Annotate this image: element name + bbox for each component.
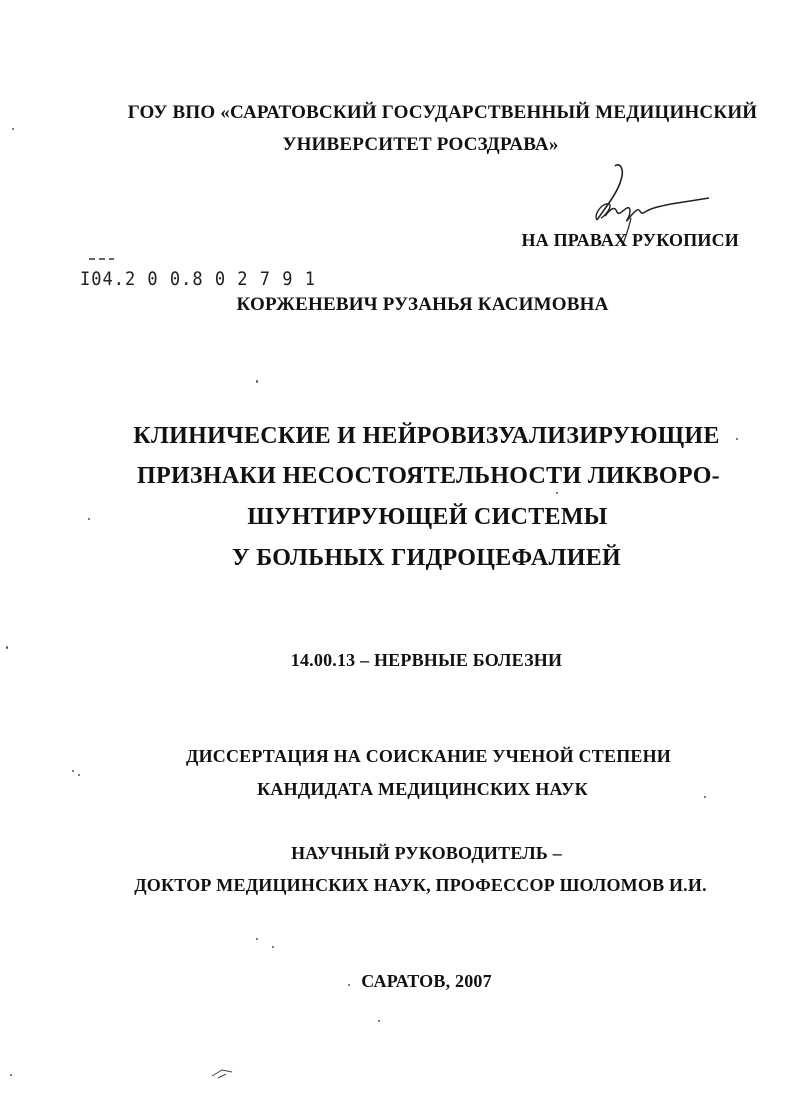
scan-speck: [78, 774, 80, 776]
scan-speck: [88, 518, 90, 520]
degree-line1: ДИССЕРТАЦИЯ НА СОИСКАНИЕ УЧЕНОЙ СТЕПЕНИ: [185, 746, 672, 766]
scan-mark: [210, 1066, 234, 1080]
dissertation-title-line4: У БОЛЬНЫХ ГИДРОЦЕФАЛИЕЙ: [232, 545, 621, 571]
dissertation-title-line2: ПРИЗНАКИ НЕСОСТОЯТЕЛЬНОСТИ ЛИКВОРО-: [137, 463, 720, 489]
manuscript-rights-note: НА ПРАВАХ РУКОПИСИ: [521, 230, 739, 250]
specialty-code: 14.00.13 – НЕРВНЫЕ БОЛЕЗНИ: [290, 650, 563, 670]
dissertation-title-line1: КЛИНИЧЕСКИЕ И НЕЙРОВИЗУАЛИЗИРУЮЩИЕ: [133, 423, 720, 449]
scan-speck: [272, 946, 274, 948]
archive-number-stamp: I04.2 0 0.8 0 2 7 9 1: [80, 268, 316, 291]
scan-speck: [348, 984, 350, 986]
archive-stamp-marks: [87, 256, 117, 262]
advisor-label: НАУЧНЫЙ РУКОВОДИТЕЛЬ –: [291, 843, 562, 863]
author-name: КОРЖЕНЕВИЧ РУЗАНЬЯ КАСИМОВНА: [236, 294, 609, 315]
scan-speck: [704, 796, 706, 798]
degree-line2: КАНДИДАТА МЕДИЦИНСКИХ НАУК: [257, 779, 588, 799]
dissertation-title-line3: ШУНТИРУЮЩЕЙ СИСТЕМЫ: [247, 504, 608, 530]
institution-name-line1: ГОУ ВПО «САРАТОВСКИЙ ГОСУДАРСТВЕННЫЙ МЕДИЦИНСКИЙ: [127, 102, 758, 123]
institution-name-line2: УНИВЕРСИТЕТ РОСЗДРАВА»: [282, 134, 559, 155]
city-and-year: САРАТОВ, 2007: [361, 971, 492, 991]
advisor-name: ДОКТОР МЕДИЦИНСКИХ НАУК, ПРОФЕССОР ШОЛОМОВ И.И.: [134, 875, 707, 895]
scan-speck: [12, 128, 14, 130]
scan-speck: [736, 438, 738, 440]
scan-speck: [10, 1074, 12, 1076]
scan-speck: [556, 492, 558, 494]
scan-speck: [256, 938, 258, 940]
scan-speck: [6, 646, 8, 649]
scan-speck: [256, 380, 258, 383]
scan-speck: [378, 1020, 380, 1022]
scan-speck: [72, 770, 74, 772]
